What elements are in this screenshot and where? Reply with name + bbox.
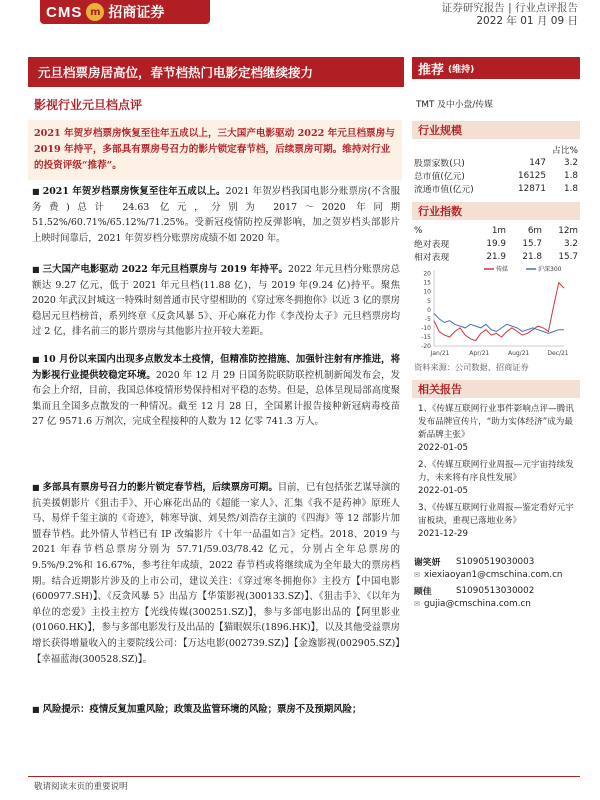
section-heading: 三大国产电影驱动 2022 年元旦档票房与 2019 年持平。: [42, 264, 289, 275]
chart-source: 资料来源：公司数据、招商证券: [414, 362, 529, 372]
section-body: 2021 年贺岁档我国电影分账票房(不含服务费)总计 24.63 亿元，分别为 2017～2020 年同期 51.52%/60.71%/65.12%/71.25%。受新冠疫情防控反弹影响，加之贺岁档头部影片上映时间靠后，2021 年贺岁档分账票房成绩不如 2020 年。: [32, 186, 401, 244]
report-date: 2022 年 01 月 09 日: [476, 15, 578, 27]
table-cell: 21.8: [522, 251, 542, 262]
table-cell: 3.2: [564, 157, 578, 168]
table-row: [414, 224, 578, 237]
table-row: [414, 143, 578, 156]
y-tick-label: -20: [421, 343, 431, 350]
email-icon: ✉: [414, 599, 420, 608]
footer-divider: [28, 776, 580, 777]
section-heading: 10 月份以来国内出现多点散发本土疫情，但精准防控措施、加强针注射有序推进，将为影视行业提供较稳定环境。: [32, 354, 400, 381]
table-cell: 相对表现: [414, 253, 450, 263]
analyst-1: [414, 555, 563, 581]
bullet-icon: ■: [32, 187, 40, 196]
table-row: [414, 182, 578, 195]
related-report-title: 2、《传媒互联网行业周报—元宇宙持续发力，未来将有序良性发展》: [418, 460, 574, 483]
index-heading: 行业指数: [412, 202, 580, 220]
risk-warning: 风险提示：疫情反复加重风险；政策及监管环境的风险；票房不及预期风险；: [42, 704, 362, 715]
table-row: [414, 156, 578, 169]
related-report-date: 2021-12-29: [418, 529, 468, 539]
analyst-id: S1090513030002: [456, 585, 535, 596]
table-cell: 21.9: [486, 251, 506, 262]
section-5: [32, 702, 400, 718]
table-cell: 19.9: [486, 238, 506, 249]
analyst-email[interactable]: gujia@cmschina.com.cn: [424, 598, 531, 609]
related-report-date: 2022-01-05: [418, 443, 468, 453]
report-subtitle: 影视行业元旦档点评: [34, 98, 143, 112]
table-cell: 绝对表现: [414, 240, 450, 250]
table-row: [414, 237, 578, 250]
bullet-icon: ■: [32, 355, 40, 364]
report-type: 证券研究报告 | 行业点评报告: [441, 2, 578, 14]
legend-label: 沪深300: [538, 266, 562, 273]
rating-note: (维持): [448, 64, 475, 75]
summary-box: 2021 年贺岁档票房恢复至往年五成以上，三大国产电影驱动 2022 年元旦档票房与 2019 年持平，多部具有票房号召力的影片锁定春节档，后续票房可期。维持对行业的投资评级“推荐”。: [28, 120, 402, 180]
table-header-cell: 占比%: [552, 146, 578, 156]
related-heading: 相关报告: [412, 380, 580, 398]
scale-table: [414, 143, 578, 195]
x-tick-label: Dec/21: [547, 350, 569, 357]
y-tick-label: -5: [425, 315, 431, 323]
section-1: [32, 184, 400, 246]
section-heading: 2021 年贺岁档票房恢复至往年五成以上。: [42, 186, 226, 197]
section-body: 2022 年元旦档分账票房总额达 9.27 亿元，低于 2021 年元旦档(11.88 亿)，与 2019 年(9.24 亿)持平。聚焦 2020 年武汉封城这一特殊时刻普通市民守望相助的《穿过寒冬拥抱你》以近 3 亿的票房稳居元旦档榜首，系列终章《反贪风暴 5》、开心麻花力作《李茂扮太子》元旦档票房均过 2 亿，排名前三的影片票房与其他影片拉开较大差距。: [32, 264, 401, 338]
list-item[interactable]: [418, 403, 578, 455]
related-report-title: 1、《传媒互联网行业事件影响点评—腾讯发布品牌宣传片，“助力实体经济”成为最新品牌主张》: [418, 404, 574, 440]
table-header-cell: 1m: [491, 225, 506, 236]
section-body: 目前，已有包括张艺谋导演的抗美援朝影片《狙击手》、开心麻花出品的《超能一家人》、汇集《我不是药神》原班人马、易烊千玺主演的《奇迹》，韩寒导演、刘昊然/刘浩存主演的《四海》等 12 部影片加盟春节档。此外情人节档已有 IP 改编影片《十年一品温如言》定档。2018、2019 与 2021 年春节档总票房分别为 57.71/59.03/78.42 亿元，分别占全年总票房的 9.5%/9.2%和 16.67%，参考往年成绩，2022 春节档或将继续成为全年最大的票房档期。结合近期影片涉及的上市公司，建议关注：《穿过寒冬拥抱你》主投方【中国电影(600977.SH)】、《反贪风暴 5》出品方【华策影视(300133.SZ)】、《狙击手》、《以年为单位的恋爱》主投主控方【光线传媒(300251.SZ)】，参与多部电影出品的【阿里影业(01060.HK)】，参与多部电影发行及出品的【猫眼娱乐(1896.HK)】，以及其他受益票房增长获得增量收入的主要院线公司：【万达电影(002739.SZ)】【金逸影视(002905.SZ)】【幸福蓝海(300528.SZ)】。: [32, 482, 400, 665]
y-tick-label: 20: [423, 270, 431, 278]
analyst-name: 谢笑妍: [414, 558, 441, 568]
table-cell: 16125: [518, 170, 546, 181]
table-cell: 1.8: [564, 183, 578, 194]
scale-heading: 行业规模: [412, 121, 580, 139]
section-heading: 多部具有票房号召力的影片锁定春节档，后续票房可期。: [42, 482, 278, 493]
bullet-icon: ■: [32, 483, 40, 492]
x-tick-label: Apr/21: [469, 350, 490, 357]
y-tick-label: 0: [427, 306, 431, 314]
table-cell: 12871: [518, 183, 546, 194]
table-cell: 流通市值(亿元): [414, 185, 474, 195]
index-table: [414, 224, 578, 263]
related-reports: [418, 403, 578, 545]
section-4: [32, 480, 400, 667]
x-tick-label: Jan/21: [430, 350, 450, 357]
brand-logo: [40, 0, 210, 24]
y-tick-label: 5: [427, 297, 431, 305]
bullet-icon: ■: [32, 705, 40, 714]
rating-bar: [412, 57, 580, 79]
section-body: 2020 年 12 月 29 日国务院联防联控机制新闻发布会，发布会上介绍，目前，我国总体疫情形势保持相对平稳的态势。但是，总体呈现局部高度聚集而且全国多点散发的一种情况。截至 12 月 28 日，全国累计报告接种新冠病毒疫苗 27 亿 9571.6 万剂次，完成全程接种的人数为 12 亿零 741.3 万人。: [32, 369, 400, 428]
related-report-title: 3、《传媒互联网行业周报—鉴定看好元宇宙板块，重视已落地业务》: [418, 503, 574, 526]
footer-note: 敬请阅读末页的重要说明: [34, 782, 128, 792]
table-cell: 147: [529, 157, 546, 168]
email-icon: ✉: [414, 570, 420, 579]
sector-label: TMT 及中小盘/传媒: [416, 100, 493, 110]
table-header-cell: 12m: [558, 225, 578, 236]
table-cell: 3.2: [564, 238, 578, 249]
table-cell: 1.8: [564, 170, 578, 181]
y-tick-label: 15: [423, 279, 431, 287]
industry-index-chart: [414, 262, 582, 358]
logo-text: CMS: [46, 3, 83, 21]
y-tick-label: -10: [421, 324, 431, 332]
table-header-cell: %: [414, 225, 423, 236]
logo-emblem-icon: m: [86, 3, 104, 21]
page-header: [0, 0, 600, 30]
table-row: [414, 169, 578, 182]
legend-label: 传媒: [496, 266, 509, 273]
y-tick-label: -15: [421, 333, 431, 341]
list-item[interactable]: [418, 459, 578, 498]
table-cell: 15.7: [522, 238, 542, 249]
section-2: [32, 262, 400, 340]
table-header-cell: 6m: [527, 225, 542, 236]
section-3: [32, 352, 400, 430]
x-tick-label: Aug/21: [507, 350, 530, 357]
bullet-icon: ■: [32, 265, 40, 274]
rating-label: 推荐: [418, 62, 445, 78]
series-line-csi300: [434, 313, 564, 333]
table-cell: 总市值(亿元): [414, 172, 465, 182]
logo-chinese-name: 招商证券: [108, 5, 165, 21]
report-title: 元旦档票房居高位，春节档热门电影定档继续接力: [28, 57, 404, 87]
table-cell: 15.7: [558, 251, 578, 262]
y-tick-label: 10: [423, 288, 431, 296]
related-report-date: 2022-01-05: [418, 486, 468, 496]
analyst-id: S1090519030003: [456, 556, 535, 567]
table-cell: 股票家数(只): [414, 159, 465, 169]
analyst-name: 顾佳: [414, 587, 432, 597]
list-item[interactable]: [418, 502, 578, 541]
analyst-email[interactable]: xiexiaoyan1@cmschina.com.cn: [424, 569, 563, 580]
analyst-2: [414, 584, 534, 610]
